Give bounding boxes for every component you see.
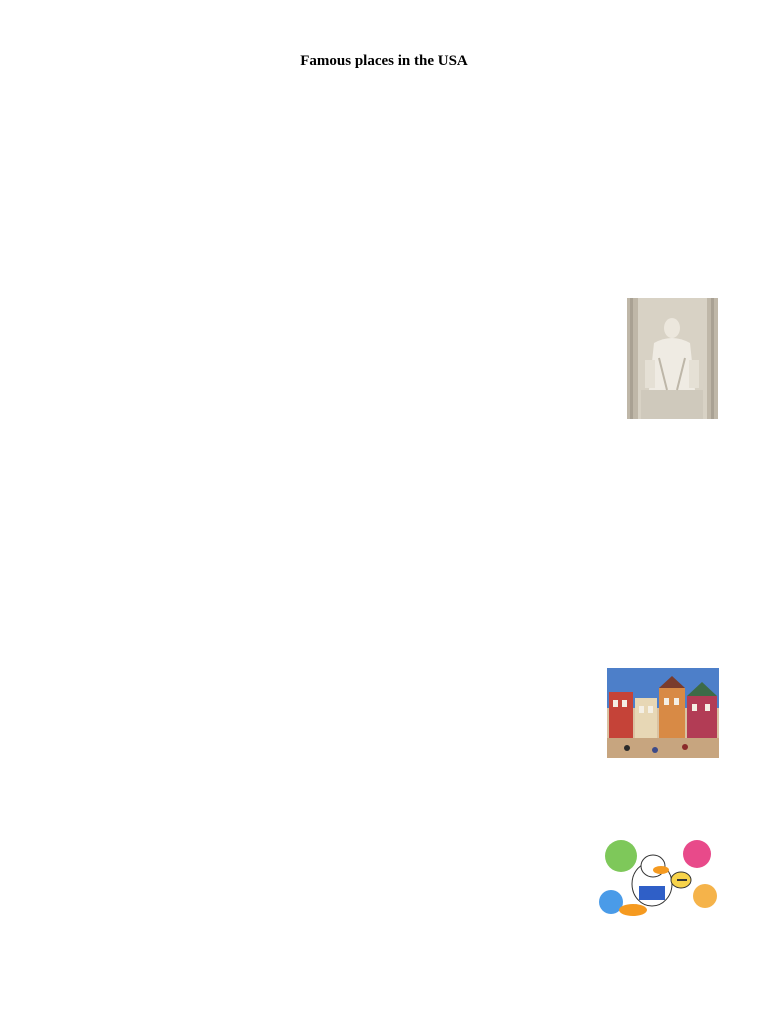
document-title: Famous places in the USA: [300, 53, 468, 69]
cartoon-ducks-image: [597, 836, 719, 922]
disneyland-street-photo: [607, 668, 719, 758]
lincoln-memorial-photo: [627, 298, 718, 419]
